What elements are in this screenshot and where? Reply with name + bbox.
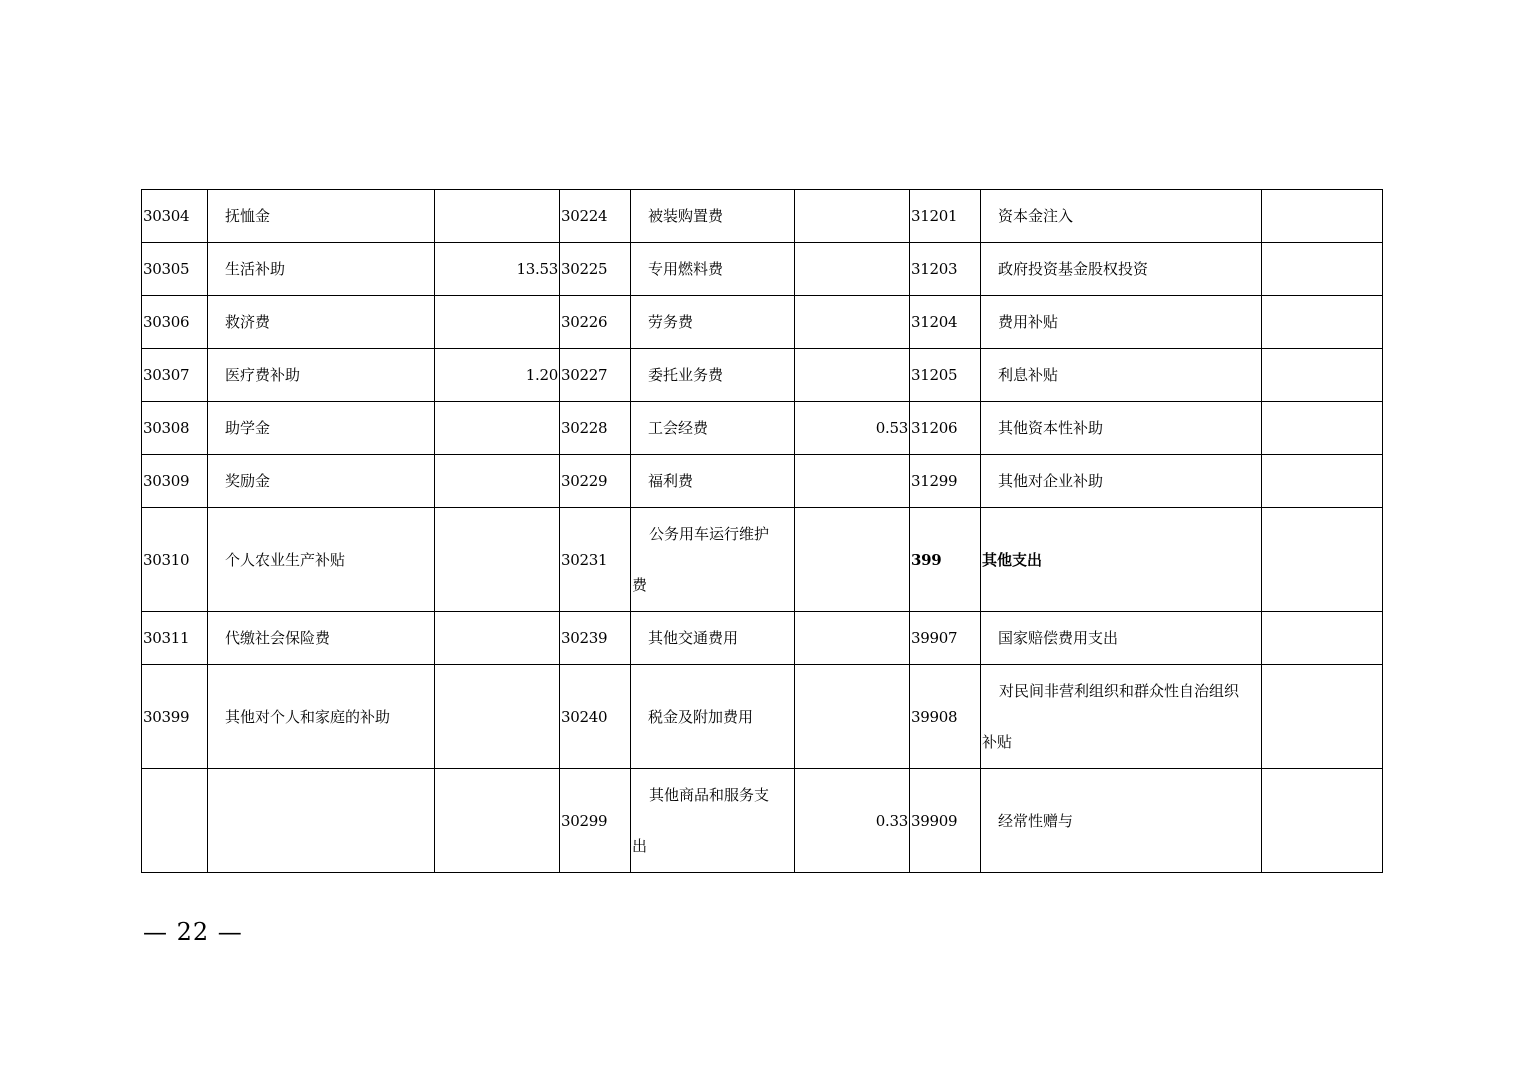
page-number: — 22 — [143,918,243,946]
amount-cell [1262,402,1383,455]
amount-cell [795,455,910,508]
item-name-cell: 国家赔偿费用支出 [981,612,1262,665]
amount-cell [435,665,560,769]
amount-cell [435,612,560,665]
amount-cell [1262,190,1383,243]
item-name-cell: 生活补助 [208,243,435,296]
item-name-cell: 被装购置费 [631,190,795,243]
table-row [142,243,1383,296]
amount-cell [435,455,560,508]
amount-cell [1262,296,1383,349]
table-row [142,455,1383,508]
amount-cell [795,190,910,243]
amount-cell [795,296,910,349]
item-name-cell: 费用补贴 [981,296,1262,349]
item-name-cell: 其他对企业补助 [981,455,1262,508]
item-name-line: 其他商品和服务支 [649,785,770,804]
economic-code-cell: 30239 [560,612,631,665]
budget-expenditure-table [141,189,1383,873]
amount-cell [435,296,560,349]
category-name-cell: 其他支出 [981,508,1262,612]
item-name-cell [631,769,795,873]
category-code-cell: 399 [910,508,981,612]
economic-code-cell: 30309 [142,455,208,508]
economic-code-cell: 30224 [560,190,631,243]
item-name-cell: 利息补贴 [981,349,1262,402]
amount-cell [1262,665,1383,769]
economic-code-cell: 30225 [560,243,631,296]
item-name-cell: 专用燃料费 [631,243,795,296]
economic-code-cell: 30227 [560,349,631,402]
item-name-line: 公务用车运行维护 [649,524,770,543]
amount-cell [1262,455,1383,508]
amount-cell [1262,508,1383,612]
item-name-line: 费 [632,575,648,594]
economic-code-cell: 31299 [910,455,981,508]
item-name-cell: 工会经费 [631,402,795,455]
item-name-cell: 其他对个人和家庭的补助 [208,665,435,769]
item-name-cell: 助学金 [208,402,435,455]
table-row [142,665,1383,769]
economic-code-cell: 30399 [142,665,208,769]
item-name-cell: 医疗费补助 [208,349,435,402]
item-name-cell: 代缴社会保险费 [208,612,435,665]
table-row [142,296,1383,349]
item-name-cell: 其他资本性补助 [981,402,1262,455]
amount-cell [795,349,910,402]
economic-code-cell: 39909 [910,769,981,873]
amount-cell [1262,769,1383,873]
amount-cell [435,508,560,612]
economic-code-cell: 30306 [142,296,208,349]
amount-cell [435,769,560,873]
economic-code-cell: 31205 [910,349,981,402]
item-name-cell: 个人农业生产补贴 [208,508,435,612]
economic-code-cell: 39907 [910,612,981,665]
table-row [142,190,1383,243]
item-name-cell: 救济费 [208,296,435,349]
amount-cell: 0.33 [795,769,910,873]
amount-cell [795,243,910,296]
economic-code-cell: 30308 [142,402,208,455]
amount-cell [435,190,560,243]
amount-cell [1262,349,1383,402]
item-name-cell: 委托业务费 [631,349,795,402]
item-name-cell: 其他交通费用 [631,612,795,665]
item-name-cell [631,508,795,612]
item-name-cell: 资本金注入 [981,190,1262,243]
economic-code-cell: 30231 [560,508,631,612]
economic-code-cell: 31201 [910,190,981,243]
economic-code-cell: 30240 [560,665,631,769]
item-name-cell [981,665,1262,769]
item-name-cell: 抚恤金 [208,190,435,243]
economic-code-cell: 30307 [142,349,208,402]
item-name-cell: 福利费 [631,455,795,508]
economic-code-cell: 30226 [560,296,631,349]
table-row [142,612,1383,665]
item-name-line: 补贴 [982,732,1013,751]
amount-cell [795,665,910,769]
economic-code-cell: 30311 [142,612,208,665]
table-row [142,402,1383,455]
item-name-cell: 政府投资基金股权投资 [981,243,1262,296]
table-row [142,769,1383,873]
item-name-cell: 劳务费 [631,296,795,349]
economic-code-cell: 30304 [142,190,208,243]
amount-cell: 13.53 [435,243,560,296]
table-row [142,508,1383,612]
economic-code-cell [142,769,208,873]
economic-code-cell: 30228 [560,402,631,455]
economic-code-cell: 31203 [910,243,981,296]
table-row [142,349,1383,402]
item-name-cell: 奖励金 [208,455,435,508]
item-name-line: 出 [632,836,648,855]
economic-code-cell: 30229 [560,455,631,508]
economic-code-cell: 30299 [560,769,631,873]
amount-cell [1262,612,1383,665]
amount-cell [1262,243,1383,296]
item-name-cell: 经常性赠与 [981,769,1262,873]
amount-cell [795,508,910,612]
economic-code-cell: 31204 [910,296,981,349]
amount-cell: 0.53 [795,402,910,455]
amount-cell [795,612,910,665]
economic-code-cell: 39908 [910,665,981,769]
amount-cell [435,402,560,455]
item-name-cell [208,769,435,873]
economic-code-cell: 31206 [910,402,981,455]
item-name-line: 对民间非营利组织和群众性自治组织 [999,681,1240,700]
item-name-cell: 税金及附加费用 [631,665,795,769]
amount-cell: 1.20 [435,349,560,402]
economic-code-cell: 30310 [142,508,208,612]
economic-code-cell: 30305 [142,243,208,296]
